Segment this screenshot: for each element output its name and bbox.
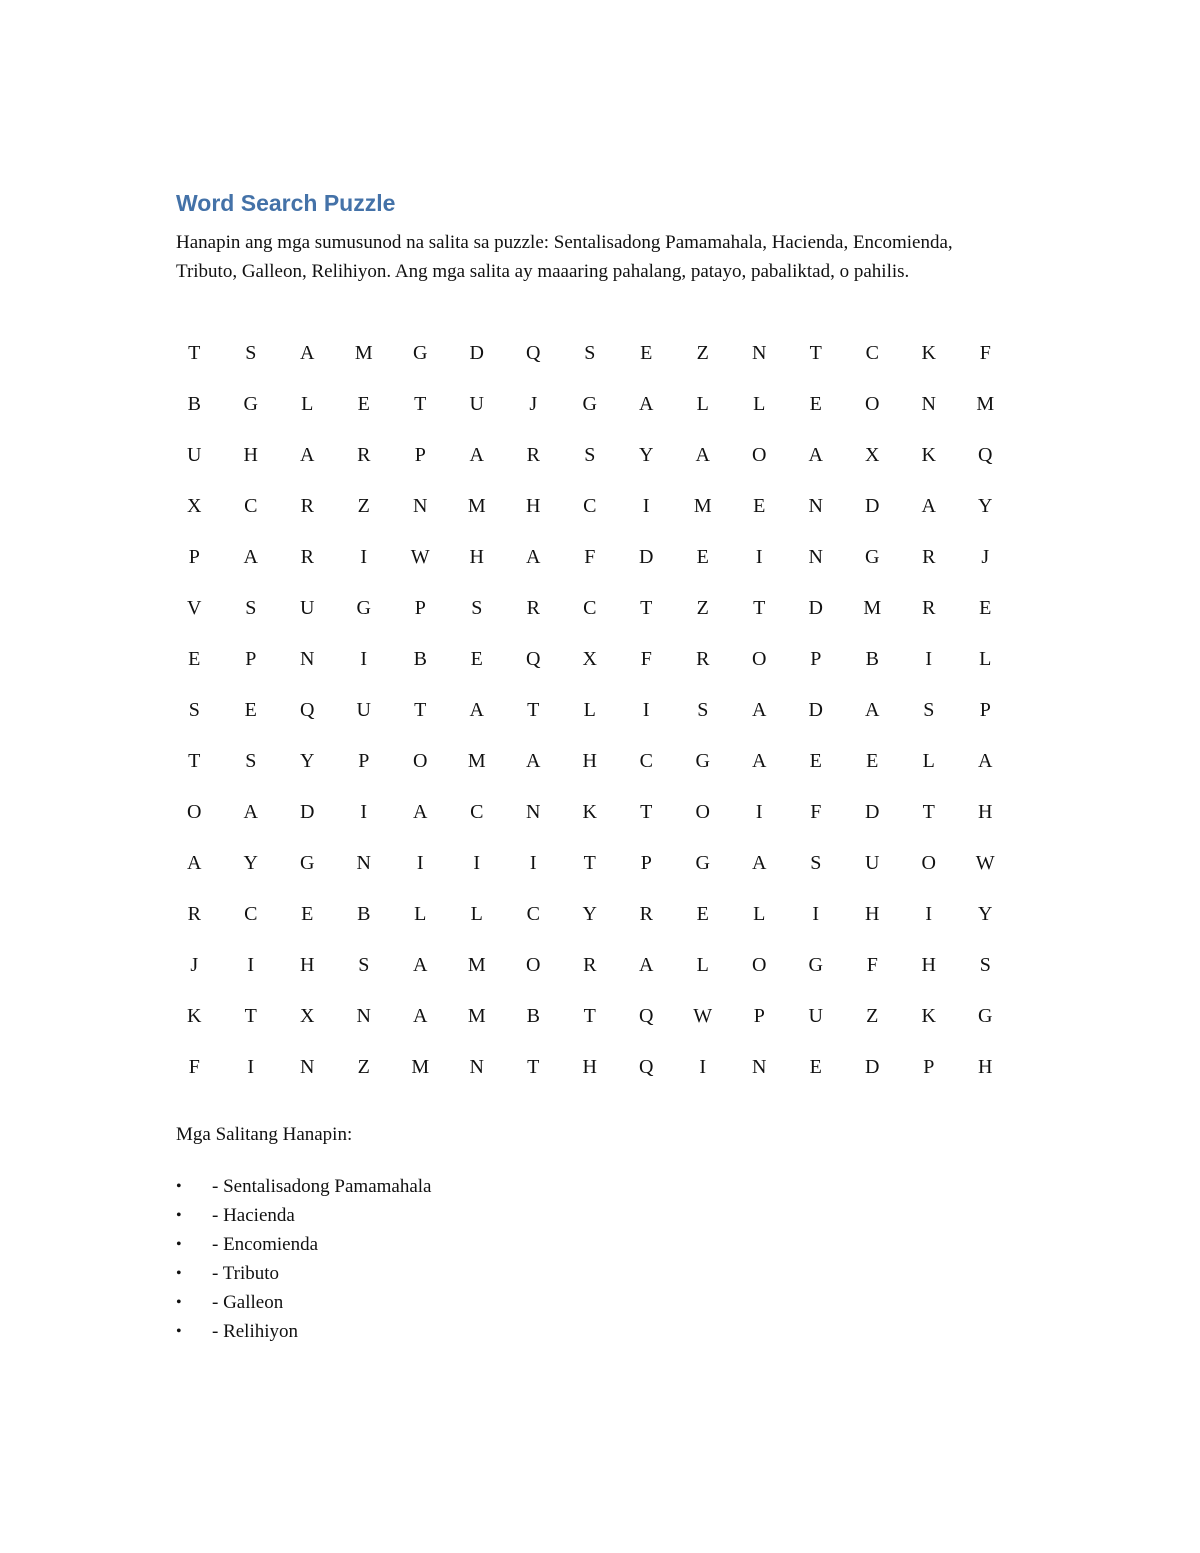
- grid-cell: Q: [978, 444, 993, 466]
- word-list: [176, 1172, 432, 1346]
- bullet-icon: •: [176, 1294, 182, 1311]
- grid-cell: T: [753, 597, 766, 619]
- grid-cell: M: [976, 393, 995, 415]
- grid-cell: Y: [582, 903, 597, 925]
- grid-cell: A: [243, 546, 258, 568]
- grid-cell: I: [473, 852, 481, 874]
- grid-cell: T: [244, 1005, 257, 1027]
- grid-cell: W: [693, 1005, 713, 1027]
- grid-cell: S: [358, 954, 370, 976]
- grid-cell: I: [247, 954, 255, 976]
- grid-row: [166, 481, 1014, 532]
- grid-cell: C: [639, 750, 653, 772]
- grid-row: [166, 685, 1014, 736]
- grid-cell: K: [921, 444, 936, 466]
- grid-cell: G: [865, 546, 880, 568]
- grid-cell: B: [357, 903, 371, 925]
- grid-cell: I: [529, 852, 537, 874]
- grid-cell: T: [640, 597, 653, 619]
- grid-cell: C: [583, 597, 597, 619]
- grid-cell: A: [695, 444, 710, 466]
- grid-cell: L: [922, 750, 935, 772]
- grid-cell: I: [247, 1056, 255, 1078]
- grid-cell: S: [188, 699, 200, 721]
- grid-cell: U: [187, 444, 202, 466]
- grid-row: [166, 991, 1014, 1042]
- grid-cell: R: [583, 954, 597, 976]
- grid-cell: L: [696, 954, 709, 976]
- grid-cell: L: [470, 903, 483, 925]
- grid-cell: N: [752, 342, 767, 364]
- grid-cell: T: [188, 342, 201, 364]
- grid-cell: N: [921, 393, 936, 415]
- grid-cell: S: [245, 750, 257, 772]
- grid-cell: O: [752, 954, 767, 976]
- grid-cell: U: [300, 597, 315, 619]
- grid-cell: A: [469, 699, 484, 721]
- grid-cell: J: [529, 393, 538, 415]
- grid-cell: L: [696, 393, 709, 415]
- word-search-grid: [166, 328, 1014, 1093]
- grid-cell: F: [640, 648, 652, 670]
- word-label: - Encomienda: [212, 1234, 319, 1255]
- grid-cell: C: [470, 801, 484, 823]
- grid-cell: F: [866, 954, 878, 976]
- grid-cell: A: [243, 801, 258, 823]
- grid-cell: M: [411, 1056, 430, 1078]
- grid-cell: L: [301, 393, 314, 415]
- grid-cell: I: [755, 546, 763, 568]
- grid-cell: S: [584, 342, 596, 364]
- grid-cell: O: [695, 801, 710, 823]
- grid-cell: W: [975, 852, 995, 874]
- grid-cell: N: [808, 495, 823, 517]
- grid-cell: S: [697, 699, 709, 721]
- grid-cell: P: [414, 444, 426, 466]
- grid-cell: R: [526, 444, 540, 466]
- grid-cell: A: [300, 444, 315, 466]
- grid-cell: M: [467, 1005, 486, 1027]
- grid-cell: A: [752, 699, 767, 721]
- list-item: [176, 1230, 432, 1259]
- bullet-icon: •: [176, 1265, 182, 1282]
- grid-cell: N: [808, 546, 823, 568]
- grid-cell: A: [752, 852, 767, 874]
- grid-cell: G: [300, 852, 315, 874]
- grid-cell: Y: [243, 852, 258, 874]
- grid-cell: D: [808, 699, 823, 721]
- grid-cell: B: [526, 1005, 540, 1027]
- grid-cell: P: [414, 597, 426, 619]
- grid-cell: R: [696, 648, 710, 670]
- grid-cell: H: [582, 750, 597, 772]
- grid-row: [166, 430, 1014, 481]
- grid-cell: R: [357, 444, 371, 466]
- instructions-paragraph: Hanapin ang mga sumusunod na salita sa puzzle: Sentalisadong Pamamahala, Hacienda, Encomienda, Tributo, Galleon, Relihiyon. Ang mga salita ay maaaring pahalang, patayo, pabaliktad, o pahilis.: [176, 232, 953, 282]
- grid-cell: G: [695, 852, 710, 874]
- grid-cell: A: [978, 750, 993, 772]
- grid-cell: M: [863, 597, 882, 619]
- words-heading: Mga Salitang Hanapin:: [176, 1124, 353, 1145]
- grid-cell: Z: [357, 495, 370, 517]
- word-label: - Tributo: [212, 1263, 280, 1284]
- grid-cell: O: [865, 393, 880, 415]
- grid-cell: D: [469, 342, 484, 364]
- grid-row: [166, 532, 1014, 583]
- grid-cell: D: [300, 801, 315, 823]
- grid-cell: G: [978, 1005, 993, 1027]
- grid-cell: I: [360, 546, 368, 568]
- grid-cell: H: [526, 495, 541, 517]
- grid-cell: R: [187, 903, 201, 925]
- grid-cell: B: [187, 393, 201, 415]
- grid-cell: P: [358, 750, 370, 772]
- word-label: - Sentalisadong Pamamahala: [212, 1176, 432, 1197]
- grid-row: [166, 1042, 1014, 1093]
- grid-cell: T: [414, 699, 427, 721]
- list-item: [176, 1201, 432, 1230]
- grid-cell: E: [188, 648, 201, 670]
- bullet-icon: •: [176, 1323, 182, 1340]
- grid-cell: A: [413, 1005, 428, 1027]
- list-item: [176, 1317, 432, 1346]
- grid-cell: A: [300, 342, 315, 364]
- grid-cell: V: [187, 597, 202, 619]
- grid-cell: E: [696, 903, 709, 925]
- grid-cell: H: [243, 444, 258, 466]
- grid-cell: Q: [639, 1056, 654, 1078]
- grid-cell: H: [921, 954, 936, 976]
- grid-cell: O: [413, 750, 428, 772]
- grid-cell: N: [469, 1056, 484, 1078]
- grid-cell: T: [583, 1005, 596, 1027]
- grid-cell: A: [865, 699, 880, 721]
- grid-cell: P: [245, 648, 257, 670]
- grid-cell: W: [410, 546, 430, 568]
- grid-cell: R: [300, 546, 314, 568]
- grid-cell: U: [808, 1005, 823, 1027]
- grid-cell: S: [810, 852, 822, 874]
- grid-cell: N: [300, 648, 315, 670]
- grid-cell: O: [526, 954, 541, 976]
- grid-cell: K: [921, 1005, 936, 1027]
- grid-cell: O: [752, 444, 767, 466]
- grid-cell: E: [357, 393, 370, 415]
- grid-cell: E: [470, 648, 483, 670]
- bullet-icon: •: [176, 1178, 182, 1195]
- grid-cell: C: [244, 903, 258, 925]
- grid-cell: X: [582, 648, 597, 670]
- grid-cell: D: [865, 495, 880, 517]
- grid-cell: E: [866, 750, 879, 772]
- grid-cell: Z: [357, 1056, 370, 1078]
- grid-row: [166, 583, 1014, 634]
- grid-cell: H: [300, 954, 315, 976]
- grid-cell: Y: [300, 750, 315, 772]
- grid-cell: G: [356, 597, 371, 619]
- grid-cell: A: [413, 801, 428, 823]
- grid-cell: U: [865, 852, 880, 874]
- grid-cell: P: [188, 546, 200, 568]
- list-item: [176, 1259, 432, 1288]
- grid-cell: L: [583, 699, 596, 721]
- word-label: - Hacienda: [212, 1205, 295, 1226]
- grid-cell: P: [923, 1056, 935, 1078]
- grid-cell: H: [469, 546, 484, 568]
- grid-cell: M: [467, 750, 486, 772]
- grid-cell: C: [583, 495, 597, 517]
- grid-cell: L: [753, 393, 766, 415]
- grid-cell: D: [639, 546, 654, 568]
- grid-cell: I: [699, 1056, 707, 1078]
- grid-cell: E: [640, 342, 653, 364]
- grid-cell: Y: [639, 444, 654, 466]
- grid-cell: E: [753, 495, 766, 517]
- bullet-icon: •: [176, 1207, 182, 1224]
- grid-cell: T: [527, 1056, 540, 1078]
- grid-cell: B: [865, 648, 879, 670]
- word-label: - Relihiyon: [212, 1321, 299, 1342]
- grid-cell: N: [356, 1005, 371, 1027]
- word-label: - Galleon: [212, 1292, 284, 1313]
- grid-cell: A: [187, 852, 202, 874]
- grid-cell: T: [922, 801, 935, 823]
- grid-cell: E: [809, 393, 822, 415]
- grid-cell: Q: [526, 342, 541, 364]
- grid-cell: M: [467, 495, 486, 517]
- grid-cell: A: [526, 546, 541, 568]
- grid-cell: E: [696, 546, 709, 568]
- grid-cell: A: [808, 444, 823, 466]
- grid-cell: E: [809, 750, 822, 772]
- grid-cell: I: [642, 495, 650, 517]
- grid-cell: F: [979, 342, 991, 364]
- grid-cell: G: [243, 393, 258, 415]
- grid-cell: J: [190, 954, 199, 976]
- grid-cell: N: [413, 495, 428, 517]
- grid-cell: Z: [696, 342, 709, 364]
- grid-cell: G: [808, 954, 823, 976]
- grid-cell: P: [640, 852, 652, 874]
- grid-row: [166, 940, 1014, 991]
- grid-cell: F: [188, 1056, 200, 1078]
- grid-cell: S: [245, 342, 257, 364]
- grid-cell: N: [752, 1056, 767, 1078]
- grid-cell: H: [865, 903, 880, 925]
- grid-cell: A: [413, 954, 428, 976]
- grid-cell: E: [244, 699, 257, 721]
- grid-cell: N: [526, 801, 541, 823]
- grid-row: [166, 787, 1014, 838]
- grid-cell: A: [526, 750, 541, 772]
- grid-cell: R: [639, 903, 653, 925]
- grid-cell: S: [923, 699, 935, 721]
- grid-cell: D: [808, 597, 823, 619]
- grid-cell: I: [925, 648, 933, 670]
- grid-cell: Y: [978, 495, 993, 517]
- grid-cell: T: [809, 342, 822, 364]
- grid-cell: L: [753, 903, 766, 925]
- grid-cell: I: [925, 903, 933, 925]
- grid-cell: N: [300, 1056, 315, 1078]
- grid-cell: S: [471, 597, 483, 619]
- grid-cell: G: [582, 393, 597, 415]
- grid-cell: K: [582, 801, 597, 823]
- grid-cell: R: [526, 597, 540, 619]
- grid-cell: Q: [639, 1005, 654, 1027]
- grid-row: [166, 634, 1014, 685]
- grid-cell: I: [360, 648, 368, 670]
- grid-cell: X: [300, 1005, 315, 1027]
- grid-cell: I: [812, 903, 820, 925]
- grid-cell: H: [978, 801, 993, 823]
- grid-cell: P: [979, 699, 991, 721]
- grid-cell: M: [693, 495, 712, 517]
- grid-cell: C: [244, 495, 258, 517]
- grid-cell: E: [979, 597, 992, 619]
- grid-row: [166, 736, 1014, 787]
- grid-cell: R: [922, 597, 936, 619]
- grid-cell: M: [467, 954, 486, 976]
- grid-cell: A: [752, 750, 767, 772]
- grid-cell: C: [865, 342, 879, 364]
- grid-cell: P: [810, 648, 822, 670]
- grid-cell: Y: [978, 903, 993, 925]
- grid-cell: P: [753, 1005, 765, 1027]
- grid-cell: E: [809, 1056, 822, 1078]
- grid-cell: T: [527, 699, 540, 721]
- grid-cell: F: [584, 546, 596, 568]
- grid-cell: L: [414, 903, 427, 925]
- grid-cell: M: [354, 342, 373, 364]
- grid-cell: T: [640, 801, 653, 823]
- grid-cell: O: [752, 648, 767, 670]
- grid-cell: K: [187, 1005, 202, 1027]
- grid-cell: L: [979, 648, 992, 670]
- grid-cell: B: [413, 648, 427, 670]
- grid-cell: Q: [300, 699, 315, 721]
- grid-cell: S: [979, 954, 991, 976]
- grid-cell: D: [865, 801, 880, 823]
- grid-row: [166, 328, 1014, 379]
- grid-row: [166, 889, 1014, 940]
- grid-cell: R: [300, 495, 314, 517]
- grid-cell: I: [416, 852, 424, 874]
- grid-cell: H: [582, 1056, 597, 1078]
- grid-cell: Z: [696, 597, 709, 619]
- grid-cell: U: [356, 699, 371, 721]
- grid-cell: G: [695, 750, 710, 772]
- grid-cell: A: [469, 444, 484, 466]
- grid-cell: A: [639, 393, 654, 415]
- grid-cell: G: [413, 342, 428, 364]
- grid-cell: S: [584, 444, 596, 466]
- grid-cell: E: [301, 903, 314, 925]
- grid-cell: X: [187, 495, 202, 517]
- bullet-icon: •: [176, 1236, 182, 1253]
- grid-cell: A: [639, 954, 654, 976]
- grid-cell: C: [526, 903, 540, 925]
- list-item: [176, 1172, 432, 1201]
- grid-cell: I: [642, 699, 650, 721]
- grid-cell: T: [188, 750, 201, 772]
- grid-cell: Q: [526, 648, 541, 670]
- grid-cell: S: [245, 597, 257, 619]
- list-item: [176, 1288, 432, 1317]
- grid-cell: J: [981, 546, 990, 568]
- grid-cell: F: [810, 801, 822, 823]
- grid-cell: I: [755, 801, 763, 823]
- grid-cell: R: [922, 546, 936, 568]
- grid-cell: Z: [866, 1005, 879, 1027]
- grid-cell: I: [360, 801, 368, 823]
- grid-cell: O: [187, 801, 202, 823]
- grid-cell: K: [921, 342, 936, 364]
- grid-cell: O: [921, 852, 936, 874]
- grid-cell: X: [865, 444, 880, 466]
- grid-cell: H: [978, 1056, 993, 1078]
- grid-cell: U: [469, 393, 484, 415]
- grid-row: [166, 379, 1014, 430]
- grid-cell: N: [356, 852, 371, 874]
- grid-cell: A: [921, 495, 936, 517]
- grid-row: [166, 838, 1014, 889]
- grid-cell: T: [414, 393, 427, 415]
- page-title: Word Search Puzzle: [176, 190, 396, 216]
- grid-cell: D: [865, 1056, 880, 1078]
- grid-cell: T: [583, 852, 596, 874]
